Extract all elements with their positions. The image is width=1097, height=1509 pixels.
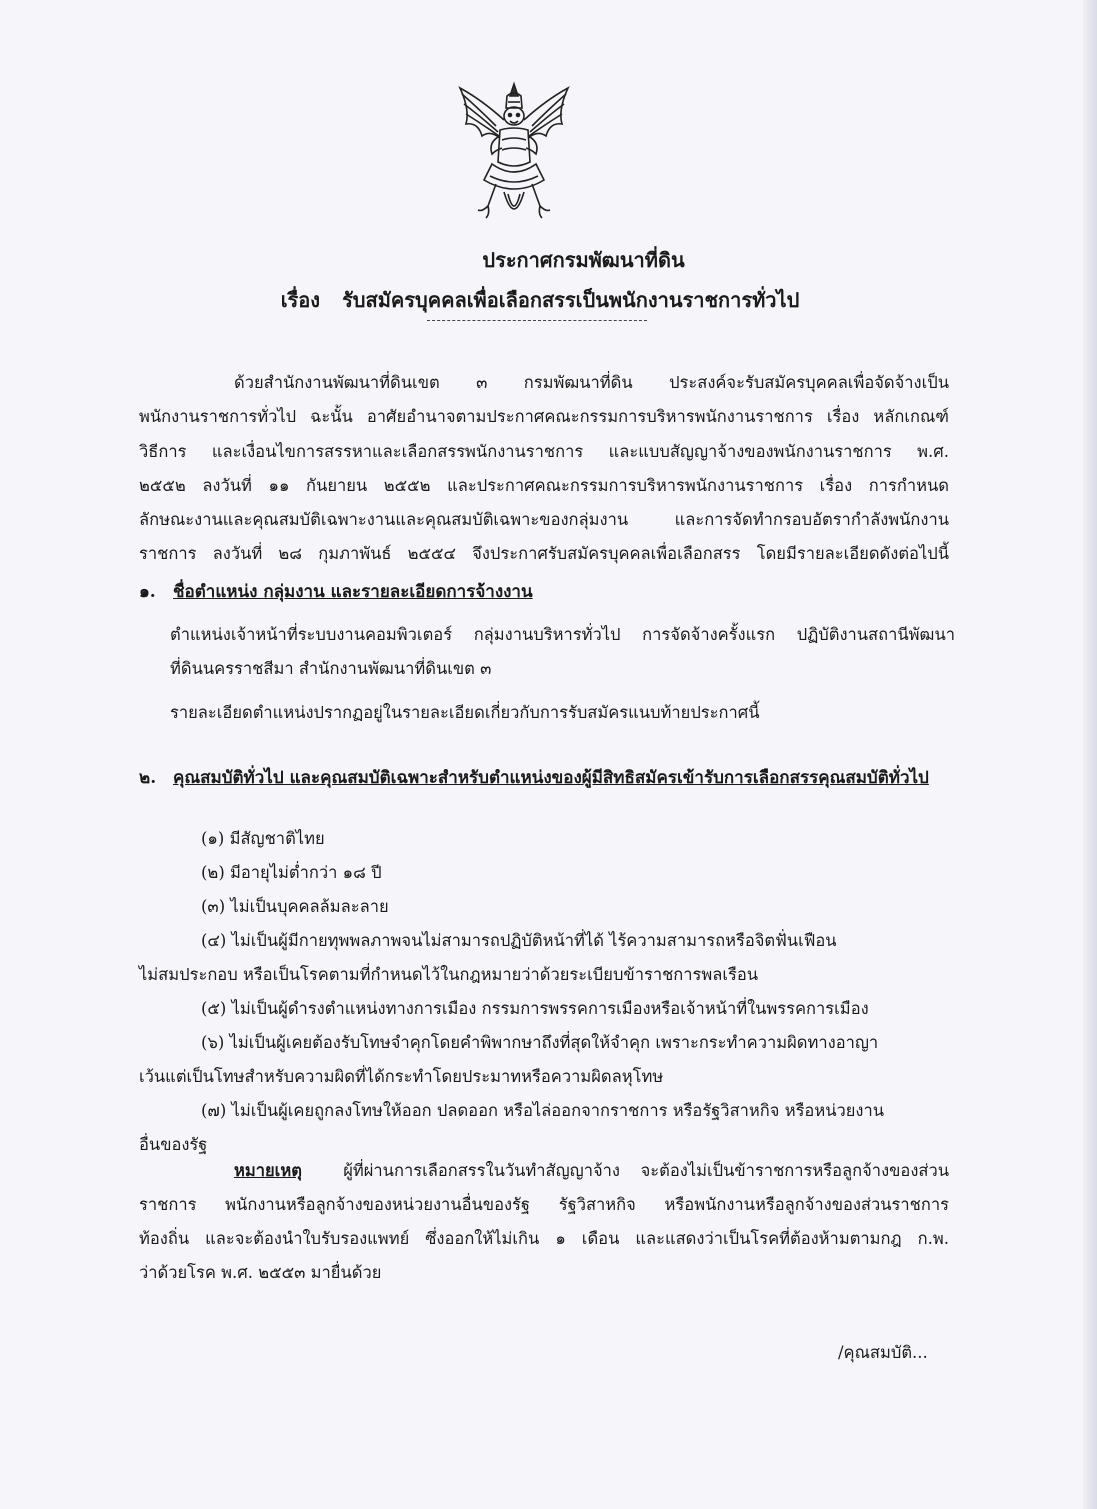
section-number: ๒. xyxy=(139,768,157,788)
section-1-body xyxy=(170,618,955,686)
section-2-heading xyxy=(139,762,939,794)
page-continuation: /คุณสมบัติ... xyxy=(838,1343,928,1362)
subject-text: รับสมัครบุคคลเพื่อเลือกสรรเป็นพนักงานราชการทั่วไป xyxy=(342,288,800,312)
section-1-line: ตำแหน่งเจ้าหน้าที่ระบบงานคอมพิวเตอร์ กลุ่มงานบริหารทั่วไป การจัดจ้างครั้งแรก ปฏิบัติงานสถานีพัฒนา xyxy=(170,625,955,644)
list-item: (๔) ไม่เป็นผู้มีกายทุพพลภาพจนไม่สามารถปฏิบัติหน้าที่ได้ ไร้ความสามารถหรือจิตฟั่นเฟือน xyxy=(201,931,837,950)
section-1-line: ที่ดินนครราชสีมา สำนักงานพัฒนาที่ดินเขต ๓ xyxy=(170,659,492,678)
note-first-text: ผู้ที่ผ่านการเลือกสรรในวันทำสัญญาจ้าง จะต้องไม่เป็นข้าราชการหรือลูกจ้างของส่วน xyxy=(343,1161,949,1180)
list-item: (๕) ไม่เป็นผู้ดำรงตำแหน่งทางการเมือง กรรมการพรรคการเมืองหรือเจ้าหน้าที่ในพรรคการเมือง xyxy=(201,999,869,1018)
scan-edge xyxy=(1083,0,1097,1509)
intro-line: ลักษณะงานและคุณสมบัติเฉพาะงานและคุณสมบัติเฉพาะของกลุ่มงาน และการจัดทำกรอบอัตรากำลังพนักงาน xyxy=(139,510,949,530)
note-paragraph xyxy=(139,1154,949,1290)
list-item-continuation: อื่นของรัฐ xyxy=(139,1135,208,1154)
garuda-emblem-icon xyxy=(452,80,577,228)
list-item-continuation: เว้นแต่เป็นโทษสำหรับความผิดที่ได้กระทำโดยประมาทหรือความผิดลหุโทษ xyxy=(139,1067,664,1086)
title-divider xyxy=(427,320,647,321)
list-item: (๗) ไม่เป็นผู้เคยถูกลงโทษให้ออก ปลดออก หรือไล่ออกจากราชการ หรือรัฐวิสาหกิจ หรือหน่วยงาน xyxy=(201,1101,885,1120)
list-item: (๓) ไม่เป็นบุคคลล้มละลาย xyxy=(201,897,389,916)
section-number: ๑. xyxy=(139,582,156,602)
announcement-subject xyxy=(0,284,1080,316)
intro-line: พนักงานราชการทั่วไป ฉะนั้น อาศัยอำนาจตามประกาศคณะกรรมการบริหารพนักงานราชการ เรื่อง หลักเกณฑ์ xyxy=(139,407,949,427)
list-item-continuation: ไม่สมประกอบ หรือเป็นโรคตามที่กำหนดไว้ในกฎหมายว่าด้วยระเบียบข้าราชการพลเรือน xyxy=(139,965,759,984)
note-label: หมายเหตุ xyxy=(234,1161,302,1180)
list-item: (๑) มีสัญชาติไทย xyxy=(201,829,325,848)
list-item: (๒) มีอายุไม่ต่ำกว่า ๑๘ ปี xyxy=(201,863,382,882)
intro-line: ราชการ ลงวันที่ ๒๘ กุมภาพันธ์ ๒๕๕๔ จึงประกาศรับสมัครบุคคลเพื่อเลือกสรร โดยมีรายละเอียดดังต่อไปนี้ xyxy=(139,544,949,564)
list-item: (๖) ไม่เป็นผู้เคยต้องรับโทษจำคุกโดยคำพิพากษาถึงที่สุดให้จำคุก เพราะกระทำความผิดทางอาญา xyxy=(201,1033,879,1052)
intro-line: วิธีการ และเงื่อนไขการสรรหาและเลือกสรรพนักงานราชการ และแบบสัญญาจ้างของพนักงานราชการ พ.ศ. xyxy=(139,441,949,461)
note-line: ราชการ พนักงานหรือลูกจ้างของหน่วยงานอื่นของรัฐ รัฐวิสาหกิจ หรือพนักงานหรือลูกจ้างของส่วนราชการ xyxy=(139,1195,949,1214)
section-1-detail: รายละเอียดตำแหน่งปรากฏอยู่ในรายละเอียดเกี่ยวกับการรับสมัครแนบท้ายประกาศนี้ xyxy=(170,703,760,722)
qualification-list xyxy=(139,822,939,1162)
note-line: ท้องถิ่น และจะต้องนำใบรับรองแพทย์ ซึ่งออกให้ไม่เกิน ๑ เดือน และแสดงว่าเป็นโรคที่ต้องห้ามตามกฎ ก.พ. xyxy=(139,1229,949,1248)
note-line: ว่าด้วยโรค พ.ศ. ๒๕๕๓ มายื่นด้วย xyxy=(139,1263,382,1282)
intro-line: ด้วยสำนักงานพัฒนาที่ดินเขต ๓ กรมพัฒนาที่ดิน ประสงค์จะรับสมัครบุคคลเพื่อจัดจ้างเป็น xyxy=(234,373,949,392)
section-1-heading xyxy=(139,578,533,605)
section-title: ชื่อตำแหน่ง กลุ่มงาน และรายละเอียดการจ้างงาน xyxy=(173,582,533,602)
section-title: คุณสมบัติทั่วไป และคุณสมบัติเฉพาะสำหรับตำแหน่งของผู้มีสิทธิสมัครเข้ารับการเลือกสรรคุณสมบัติทั่วไป xyxy=(173,768,929,788)
subject-label: เรื่อง xyxy=(280,288,321,312)
announcement-title: ประกาศกรมพัฒนาที่ดิน xyxy=(482,248,685,272)
intro-line: ๒๕๕๒ ลงวันที่ ๑๑ กันยายน ๒๕๕๒ และประกาศคณะกรรมการบริหารพนักงานราชการ เรื่อง การกำหนด xyxy=(139,475,949,495)
intro-paragraph xyxy=(139,366,949,572)
note-first-line xyxy=(139,1154,949,1188)
